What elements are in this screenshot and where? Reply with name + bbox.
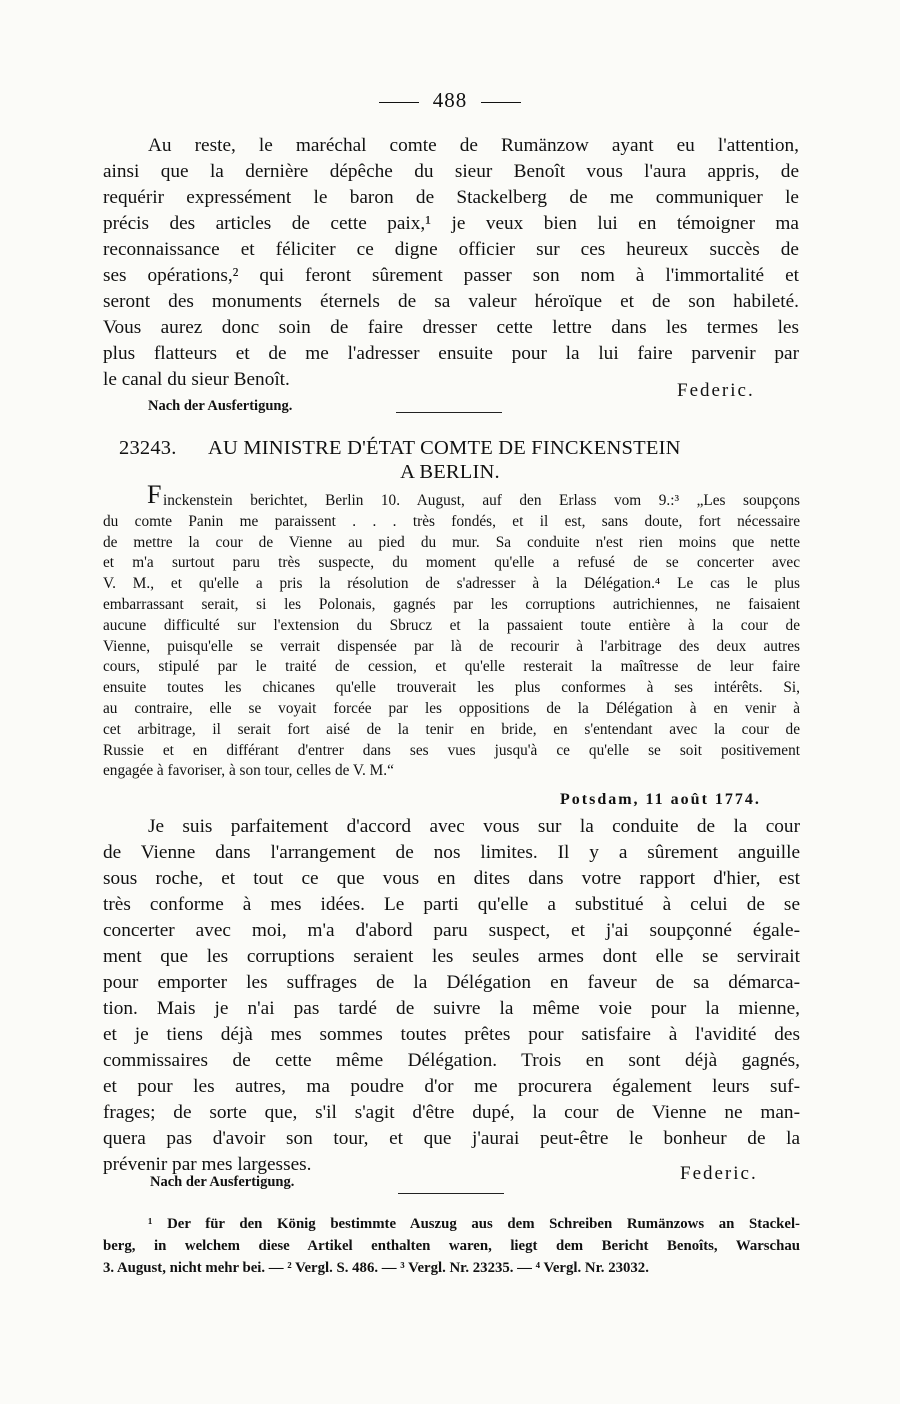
letter1-line: précis des articles de cette paix,¹ je veux bien lui en témoigner ma	[103, 213, 799, 234]
report-line: Vienne, puisqu'elle se verrait dispensée par là de recourir à l'arbitrage des deux autres	[103, 637, 800, 655]
page-header	[0, 88, 900, 113]
footnote-line: ¹ Der für den König bestimmte Auszug aus dem Schreiben Rumänzows an Stackel-	[148, 1216, 800, 1232]
letter2-signature: Federic.	[680, 1163, 758, 1184]
letter2-line: très conforme à mes idées. Le parti qu'elle a substitué à celui de se	[103, 894, 800, 915]
letter1-line: ses opérations,² qui feront sûrement passer son nom à l'immortalité et	[103, 265, 799, 286]
letter1-line: ainsi que la dernière dépêche du sieur Benoît vous l'aura appris, de	[103, 161, 799, 182]
letter-title-line1: AU MINISTRE D'ÉTAT COMTE DE FINCKENSTEIN	[208, 437, 681, 459]
report-line: engagée à favoriser, à son tour, celles de V. M.“	[103, 762, 394, 780]
header-dash-right	[481, 102, 521, 103]
report-line: embarrassant serait, si les Polonais, gagnés par les corruptions autrichiennes, ne faisaient	[103, 595, 800, 613]
letter2-line: et pour les autres, ma poudre d'or me procurera également leurs suf-	[103, 1076, 800, 1097]
letter2-source-note: Nach der Ausfertigung.	[150, 1174, 295, 1190]
report-line: de mettre la cour de Vienne au pied du mur. Sa conduite n'est rien moins que nette	[103, 533, 800, 551]
page-number: 488	[432, 88, 468, 112]
letter2-line: quera pas d'avoir son tour, et que j'aurai peut-être le bonheur de la	[103, 1128, 800, 1149]
letter2-line: prévenir par mes largesses.	[103, 1154, 312, 1175]
report-summary	[103, 480, 800, 782]
letter1-line: requérir expressément le baron de Stackelberg de me communiquer le	[103, 187, 799, 208]
letter2-line: frages; de sorte que, s'il s'agit d'être dupé, la cour de Vienne ne man-	[103, 1102, 800, 1123]
report-line: aucune difficulté sur l'extension du Sbrucz et la passaient toute entière à la cour de	[103, 616, 800, 634]
report-line: du comte Panin me paraissent . . . très fondés, et il est, sans doute, fort nécessaire	[103, 512, 800, 530]
drop-initial: F	[147, 480, 162, 509]
letter2-line: tion. Mais je n'ai pas tardé de suivre la même voie pour la mienne,	[103, 998, 800, 1019]
letter1-body	[103, 133, 799, 393]
place-date: Potsdam, 11 août 1774.	[560, 791, 761, 808]
letter2-line: Je suis parfaitement d'accord avec vous sur la conduite de la cour	[148, 816, 800, 837]
letter2-body	[103, 814, 800, 1178]
report-line: Russie et en différant d'entrer dans ses vues jusqu'à ce qu'elle se soit positivement	[103, 741, 800, 759]
report-line: cet arbitrage, il serait fort aisé de la tenir en bride, en s'entendant avec la cour de	[103, 720, 800, 738]
letter2-line: de Vienne dans l'arrangement de nos limites. Il y a sûrement anguille	[103, 842, 800, 863]
footnote-line: berg, in welchem diese Artikel enthalten waren, liegt dem Bericht Benoîts, Warschau	[103, 1238, 800, 1254]
letter1-line: plus flatteurs et de me l'adresser ensuite pour la lui faire parvenir par	[103, 343, 799, 364]
letter1-line: le canal du sieur Benoît.	[103, 369, 290, 390]
letter1-line: seront des monuments éternels de sa valeur héroïque et de son habileté.	[103, 291, 799, 312]
letter1-line: Vous aurez donc soin de faire dresser cette lettre dans les termes les	[103, 317, 799, 338]
letter1-source-note: Nach der Ausfertigung.	[148, 398, 293, 414]
report-line: F inckenstein berichtet, Berlin 10. August, auf den Erlass vom 9.:³ „Les soupçons	[147, 480, 800, 509]
letter2-line: pour emporter les suffrages de la Délégation en faveur de sa démarca-	[103, 972, 800, 993]
report-line: V. M., et qu'elle a pris la résolution de s'adresser à la Délégation.⁴ Le cas le plus	[103, 575, 800, 593]
letter2-end-rule	[398, 1193, 504, 1194]
letter2-line: sous roche, et tout ce que vous en dites dans votre rapport d'hier, est	[103, 868, 800, 889]
header-dash-left	[379, 102, 419, 103]
report-line: et m'a surtout paru très suspecte, du moment qu'elle a refusé de se concerter avec	[103, 554, 800, 572]
letter1-signature: Federic.	[677, 380, 755, 401]
letter2-line: concerter avec moi, m'a d'abord paru suspect, et j'ai soupçonné égale-	[103, 920, 800, 941]
letter-number: 23243.	[119, 437, 177, 459]
letter2-line: ment que les corruptions seraient les seules armes dont elle se servirait	[103, 946, 800, 967]
footnotes	[103, 1213, 800, 1279]
letter2-line: et je tiens déjà mes sommes toutes prêtes pour satisfaire à l'avidité des	[103, 1024, 800, 1045]
letter-title-line2: A BERLIN.	[400, 461, 500, 483]
report-line: cours, stipulé par le traité de cession, et qu'elle resterait la maîtresse de leur faire	[103, 658, 800, 676]
report-line: au contraire, elle se voyait forcée par les oppositions de la Délégation à en venir à	[103, 699, 800, 717]
footnote-line: 3. August, nicht mehr bei. — ² Vergl. S. 486. — ³ Vergl. Nr. 23235. — ⁴ Vergl. Nr. 23032.	[103, 1260, 649, 1276]
letter1-line: reconnaissance et féliciter ce digne officier sur ces heureux succès de	[103, 239, 799, 260]
letter1-line: Au reste, le maréchal comte de Rumänzow ayant eu l'attention,	[148, 135, 799, 156]
report-line: ensuite toutes les chicanes qu'elle trouverait les plus conformes à ses intérêts. Si,	[103, 679, 800, 697]
letter1-end-rule	[396, 412, 502, 413]
letter2-line: commissaires de cette même Délégation. Trois en sont déjà gagnés,	[103, 1050, 800, 1071]
